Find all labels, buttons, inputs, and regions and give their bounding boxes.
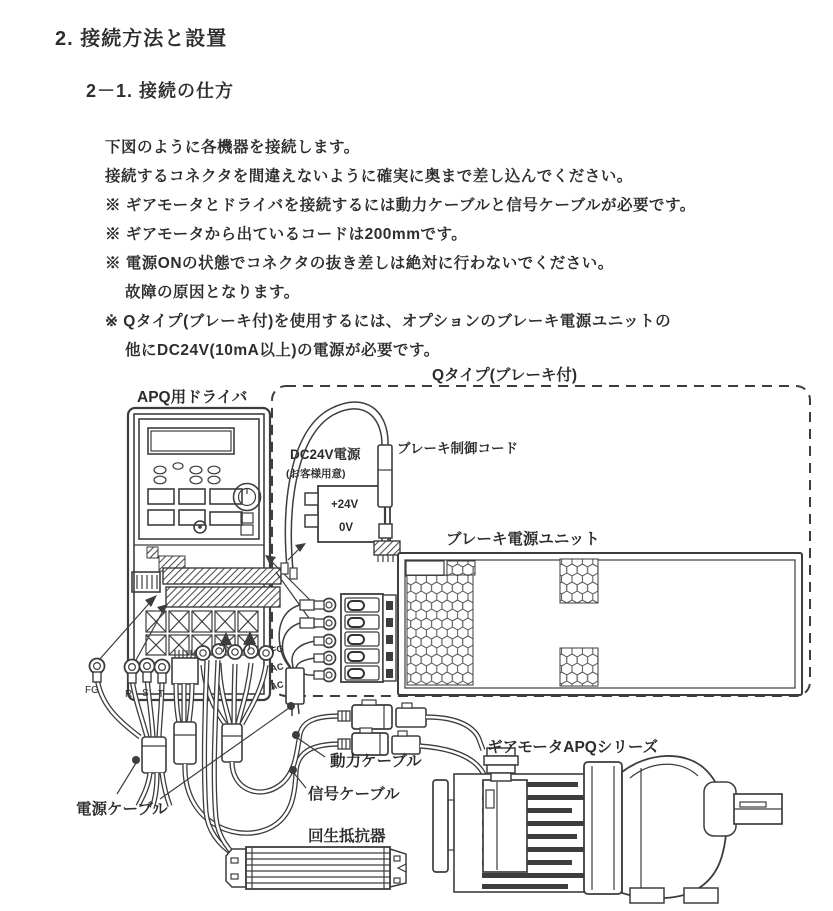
subsection-title: 2－1. 接続の仕方 — [86, 81, 235, 101]
label-signal-cable: 信号ケーブル — [308, 786, 400, 803]
dc24v-plus-terminal: +24V — [331, 499, 359, 511]
instruction-line: ※ ギアモータから出ているコードは200mmです。 — [105, 226, 468, 243]
instruction-line: 故障の原因となります。 — [125, 284, 300, 301]
ring-lugs-rst — [90, 659, 170, 684]
ring-lugs-brake — [314, 599, 336, 682]
section-title: 2. 接続方法と設置 — [55, 28, 228, 50]
instruction-line: 他にDC24V(10mA以上)の電源が必要です。 — [125, 342, 440, 359]
instruction-line: ※ 電源ONの状態でコネクタの抜き差しは絶対に行わないでください。 — [105, 255, 614, 272]
instruction-line: 下図のように各機器を接続します。 — [105, 139, 360, 156]
label-brake-power-unit: ブレーキ電源ユニット — [446, 531, 600, 548]
lug-label-s: S — [142, 688, 149, 699]
instruction-line: 接続するコネクタを間違えないように確実に奥まで差し込んでください。 — [105, 168, 633, 185]
label-dc24v-power: DC24V電源 — [290, 447, 361, 462]
regen-resistor — [226, 826, 406, 889]
label-apq-driver: APQ用ドライバ — [137, 389, 248, 406]
brake-terminal-block — [341, 594, 396, 682]
label-dc24v-note: (お客様用意) — [286, 468, 346, 480]
brake-power-unit — [374, 529, 802, 695]
gear-motor — [433, 738, 782, 903]
label-mains-cable: 電源ケーブル — [76, 801, 168, 818]
label-regen-resistor: 回生抵抗器 — [308, 828, 386, 845]
wire-label-ac1: AC — [269, 661, 285, 674]
instruction-line: ※ Qタイプ(ブレーキ付)を使用するには、オプションのブレーキ電源ユニットの — [105, 313, 672, 330]
instruction-line: ※ ギアモータとドライバを接続するには動力ケーブルと信号ケーブルが必要です。 — [105, 197, 696, 214]
lug-label-fg: FG — [85, 685, 99, 696]
lug-label-t: T — [158, 689, 165, 700]
brake-wire-group — [270, 599, 336, 717]
driver-terminal-strips — [163, 568, 281, 607]
wire-label-ac2: AC — [269, 679, 285, 692]
lug-label-r: R — [125, 689, 133, 700]
label-power-cable: 動力ケーブル — [330, 753, 422, 770]
wire-label-fg: FG — [270, 643, 285, 656]
label-brake-control-cord: ブレーキ制御コード — [397, 441, 518, 456]
power-connector-pair — [338, 700, 426, 729]
dc24v-zero-terminal: 0V — [339, 522, 354, 534]
signal-connector-pair — [338, 728, 420, 755]
label-gear-motor-series: ギアモータAPQシリーズ — [487, 739, 659, 756]
label-q-type: Qタイプ(ブレーキ付) — [432, 367, 577, 384]
